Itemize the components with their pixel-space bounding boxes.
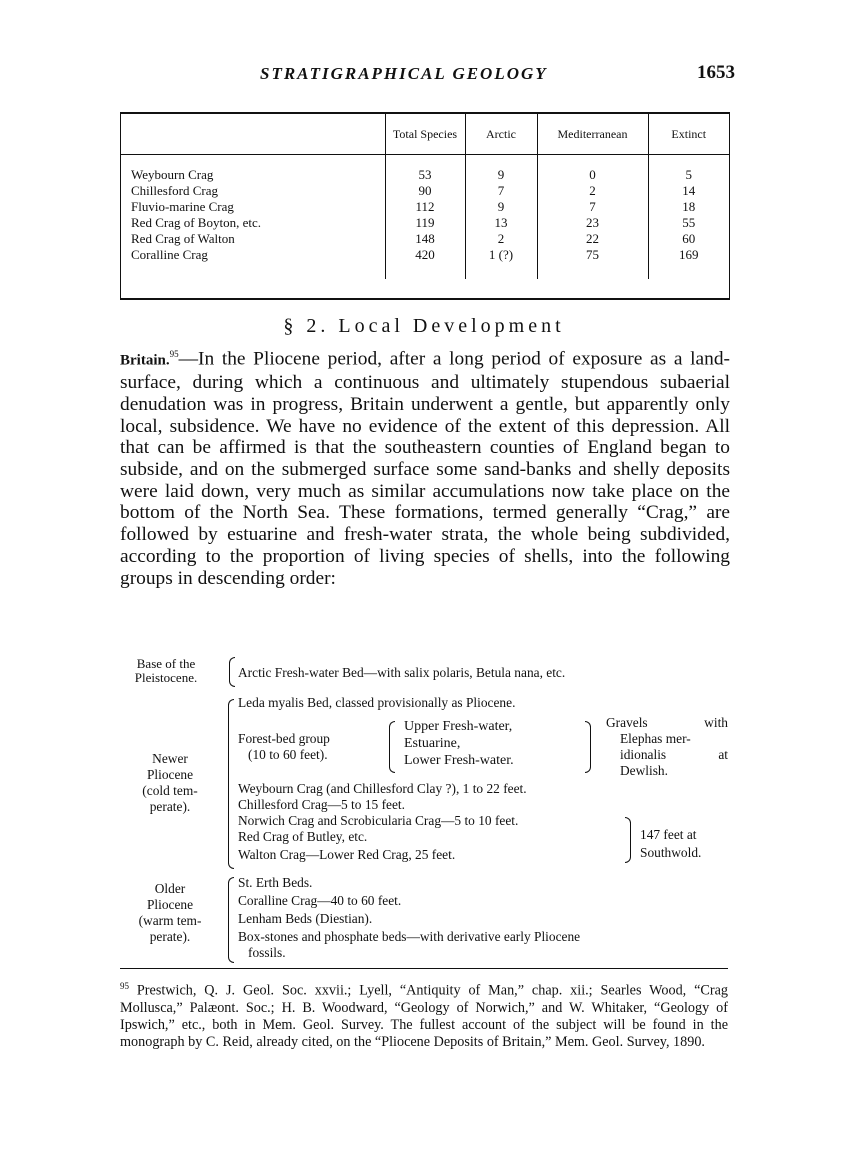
box-stones-entry-cont: fossils. <box>248 945 286 960</box>
running-head <box>120 64 735 90</box>
row-name: Red Crag of Walton <box>131 231 235 246</box>
row-extinct: 60 <box>648 231 729 247</box>
row-total: 53 <box>385 167 465 183</box>
norwich-entry: Norwich Crag and Scrobicularia Crag—5 to 10 feet. <box>238 813 519 828</box>
southwold-note: Southwold. <box>640 845 702 860</box>
table-row <box>121 215 729 231</box>
lenham-entry: Lenham Beds (Diestian). <box>238 911 373 926</box>
paragraph-text: —In the Pliocene period, after a long period of exposure as a land-surface, during which a continuous and ultimately stupendous subaerial denudation was in progress, Britain underwent a gentle, but apparently only local, subsidence. We have no evidence of the extent of this depression. All that can be affirmed is that the southeastern counties of England began to subside, and on the submerged surface some sand-banks and shelly deposits were laid down, very much as similar accumulations now take place on the bottom of the North Sea. These formations, termed generally “Crag,” are followed by estuarine and fresh-water strata, the whole being subdivided, according to the proportion of living species of shells, into the following groups in descending order: <box>120 348 730 589</box>
box-stones-entry: Box-stones and phosphate beds—with derivative early Pliocene <box>238 929 581 944</box>
running-title: STRATIGRAPHICAL GEOLOGY <box>260 64 548 83</box>
row-mediterranean: 2 <box>537 183 648 199</box>
row-arctic: 7 <box>465 183 537 199</box>
footnote <box>120 978 728 1051</box>
forest-bed-thickness: (10 to 60 feet). <box>248 747 328 762</box>
row-total: 90 <box>385 183 465 199</box>
row-extinct: 169 <box>648 247 729 263</box>
header-total-species: Total Species <box>385 114 465 155</box>
row-mediterranean: 7 <box>537 199 648 215</box>
row-total: 119 <box>385 215 465 231</box>
brace <box>228 699 234 869</box>
row-total: 112 <box>385 199 465 215</box>
row-mediterranean: 75 <box>537 247 648 263</box>
header-arctic: Arctic <box>465 114 537 155</box>
row-name: Red Crag of Boyton, etc. <box>131 215 261 230</box>
header-extinct: Extinct <box>648 114 729 155</box>
estuarine: Estuarine, <box>404 736 461 751</box>
table-row <box>121 247 729 263</box>
southwold-note: 147 feet at <box>640 827 697 842</box>
coralline-entry: Coralline Crag—40 to 60 feet. <box>238 893 402 908</box>
brace <box>229 657 235 687</box>
leda-entry: Leda myalis Bed, classed provisionally as Pliocene. <box>238 695 516 710</box>
brace <box>228 877 234 963</box>
brace <box>585 721 591 773</box>
row-mediterranean: 23 <box>537 215 648 231</box>
gravels-line: Gravels with <box>606 715 728 730</box>
red-crag-butley-entry: Red Crag of Butley, etc. <box>238 829 368 844</box>
chillesford-entry: Chillesford Crag—5 to 15 feet. <box>238 797 405 812</box>
lower-freshwater: Lower Fresh-water. <box>404 753 514 768</box>
section-heading: § 2. Local Development <box>283 315 565 337</box>
table-row <box>121 199 729 215</box>
upper-freshwater: Upper Fresh-water, <box>404 719 513 734</box>
row-name: Weybourn Crag <box>131 167 214 182</box>
row-name: Chillesford Crag <box>131 183 219 198</box>
older-pliocene-label: Older Pliocene (warm tem- perate). <box>138 881 202 944</box>
page-number: 1653 <box>697 62 735 83</box>
row-arctic: 13 <box>465 215 537 231</box>
header-stratum <box>121 114 385 155</box>
footnote-rule <box>120 968 728 969</box>
row-mediterranean: 0 <box>537 167 648 183</box>
newer-pliocene-label: Newer Pliocene (cold tem- perate). <box>142 751 198 814</box>
st-erth-entry: St. Erth Beds. <box>238 875 313 890</box>
footnote-text: Prestwich, Q. J. Geol. Soc. xxvii.; Lyell, “Antiquity of Man,” chap. xii.; Searles Wood, “Crag Mollusca,” Palæont. Soc.; H. B. Woodward, “Geology of Norwich,” and W. Whitaker, “Geology of Ipswich,” etc., both in Mem. Geol. Survey. The fullest account of the subject will be found in the monograph by C. Reid, already cited, on the “Pliocene Deposits of Britain,” Mem. Geol. Survey, 1890. <box>120 982 728 1050</box>
row-total: 148 <box>385 231 465 247</box>
brace <box>625 817 631 863</box>
table-row <box>121 183 729 199</box>
body-paragraph <box>120 344 730 589</box>
base-label: Base of the Pleistocene. <box>134 656 198 685</box>
forest-bed-entry: Forest-bed group <box>238 731 330 746</box>
table-row <box>121 167 729 183</box>
row-name: Coralline Crag <box>131 247 208 262</box>
gravels-line: idionalis at <box>620 747 728 762</box>
row-extinct: 55 <box>648 215 729 231</box>
weybourn-entry: Weybourn Crag (and Chillesford Clay ?), 1 to 22 feet. <box>238 781 527 796</box>
row-arctic: 2 <box>465 231 537 247</box>
row-mediterranean: 22 <box>537 231 648 247</box>
row-extinct: 5 <box>648 167 729 183</box>
table-header-row <box>121 114 729 155</box>
gravels-line: Dewlish. <box>620 763 668 778</box>
gravels-line: Elephas mer- <box>620 731 691 746</box>
brace <box>389 721 395 773</box>
row-total: 420 <box>385 247 465 263</box>
header-mediterranean: Mediterranean <box>537 114 648 155</box>
row-arctic: 9 <box>465 167 537 183</box>
row-arctic: 9 <box>465 199 537 215</box>
footnote-number: 95 <box>120 981 129 991</box>
row-name: Fluvio-marine Crag <box>131 199 234 214</box>
base-entry: Arctic Fresh-water Bed—with salix polaris, Betula nana, etc. <box>238 665 566 680</box>
row-extinct: 14 <box>648 183 729 199</box>
walton-entry: Walton Crag—Lower Red Crag, 25 feet. <box>238 847 456 862</box>
paragraph-lead: Britain. <box>120 352 170 369</box>
row-extinct: 18 <box>648 199 729 215</box>
row-arctic: 1 (?) <box>465 247 537 263</box>
table-row <box>121 231 729 247</box>
species-table <box>120 112 730 300</box>
footnote-ref: 95 <box>169 349 179 359</box>
strata-list <box>120 655 730 965</box>
